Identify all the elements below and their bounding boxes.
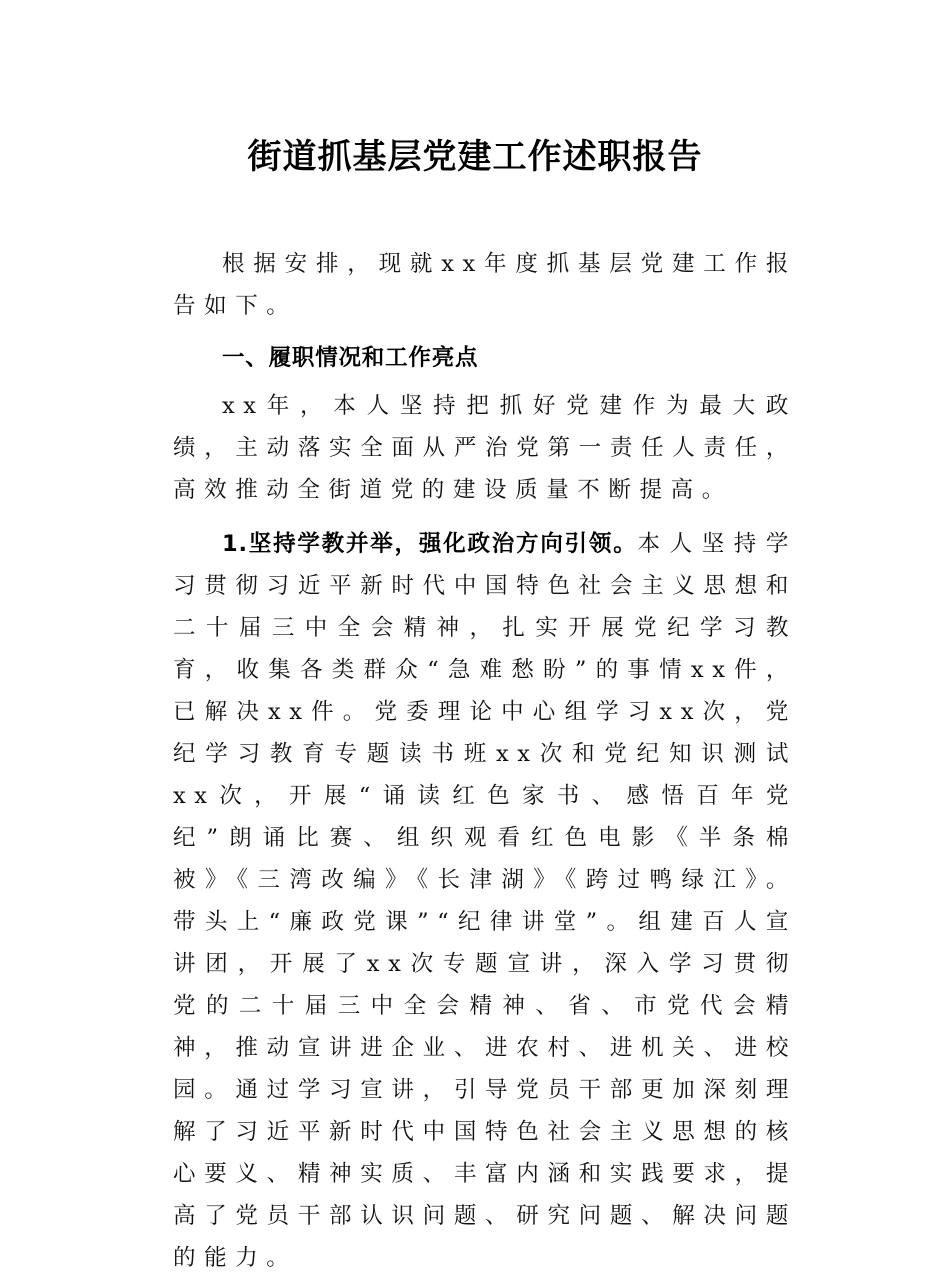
document-body xyxy=(173,243,797,1279)
point-1-paragraph xyxy=(173,523,797,1279)
intro-paragraph: 根据安排，现就xx年度抓基层党建工作报告如下。 xyxy=(173,251,797,319)
summary-text: xx年，本人坚持把抓好党建作为最大政绩，主动落实全面从严治党第一责任人责任，高效推动全街道党的建设质量不断提高。 xyxy=(173,393,797,503)
section-heading: 一、履职情况和工作亮点 xyxy=(222,345,479,371)
point-1-lead: 1.坚持学教并举，强化政治方向引领。 xyxy=(222,531,638,557)
summary-paragraph xyxy=(173,385,797,511)
paragraph-gap xyxy=(173,511,797,523)
document-title: 街道抓基层党建工作述职报告 xyxy=(247,136,703,177)
point-1-text: 本人坚持学习贯彻习近平新时代中国特色社会主义思想和二十届三中全会精神，扎实开展党纪学习教育，收集各类群众“急难愁盼”的事情xx件，已解决xx件。党委理论中心组学习xx次，党纪学习教育专题读书班xx次和党纪知识测试xx次，开展“诵读红色家书、感悟百年党纪”朗诵比赛、组织观看红色电影《半条棉被》《三湾改编》《长津湖》《跨过鸭绿江》。带头上“廉政党课”“纪律讲堂”。组建百人宣讲团，开展了xx次专题宣讲，深入学习贯彻党的二十届三中全会精神、省、市党代会精神，推动宣讲进企业、进农村、进机关、进校园。通过学习宣讲，引导党员干部更加深刻理解了习近平新时代中国特色社会主义思想的核心要义、精神实质、丰富内涵和实践要求，提高了党员干部认识问题、研究问题、解决问题的能力。 xyxy=(173,531,797,1271)
